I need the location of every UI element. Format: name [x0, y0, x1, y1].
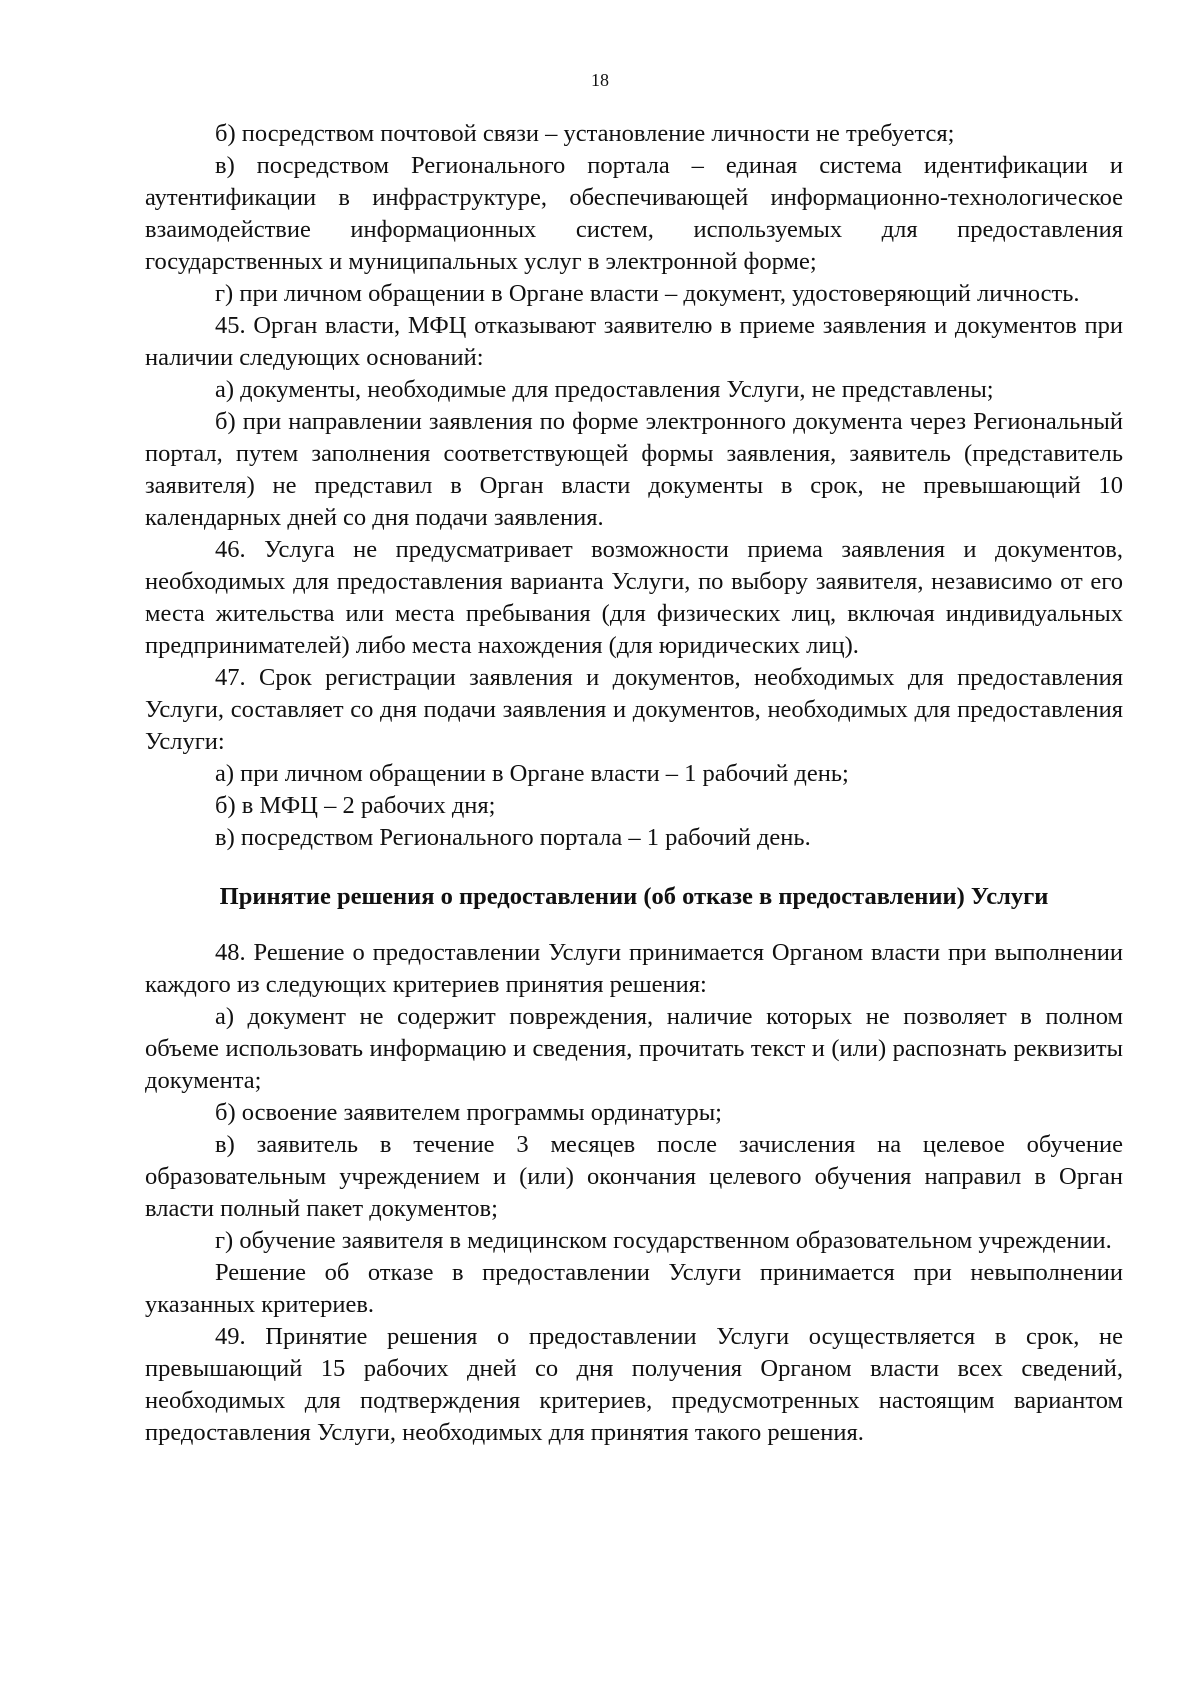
paragraph: а) документ не содержит повреждения, наличие которых не позволяет в полном объеме использовать информацию и сведения, прочитать текст и (или) распознать реквизиты документа; [145, 1003, 1123, 1094]
paragraph: б) при направлении заявления по форме электронного документа через Региональный портал, путем заполнения соответствующей формы заявления, заявитель (представитель заявителя) не представил в Орган власти документы в срок, не превышающий 10 календарных дней со дня подачи заявления. [145, 408, 1123, 531]
paragraph: в) посредством Регионального портала – 1 рабочий день. [215, 824, 811, 851]
paragraph: а) документы, необходимые для предоставления Услуги, не представлены; [215, 376, 994, 403]
paragraph: г) при личном обращении в Органе власти – документ, удостоверяющий личность. [215, 280, 1080, 307]
page-number: 18 [591, 70, 609, 90]
paragraph-item-45: 45. Орган власти, МФЦ отказывают заявителю в приеме заявления и документов при наличии следующих оснований: [145, 312, 1123, 371]
paragraph: Решение об отказе в предоставлении Услуги принимается при невыполнении указанных критериев. [145, 1259, 1123, 1318]
paragraph: г) обучение заявителя в медицинском государственном образовательном учреждении. [215, 1227, 1112, 1254]
paragraph: б) в МФЦ – 2 рабочих дня; [215, 792, 496, 819]
paragraph-item-49: 49. Принятие решения о предоставлении Услуги осуществляется в срок, не превышающий 15 рабочих дней со дня получения Органом власти всех сведений, необходимых для подтверждения критериев, предусмотренных настоящим вариантом предоставления Услуги, необходимых для принятия такого решения. [145, 1323, 1123, 1446]
paragraph: б) освоение заявителем программы ординатуры; [215, 1099, 722, 1126]
section-heading: Принятие решения о предоставлении (об отказе в предоставлении) Услуги [219, 883, 1049, 910]
paragraph-item-48: 48. Решение о предоставлении Услуги принимается Органом власти при выполнении каждого из следующих критериев принятия решения: [145, 939, 1123, 998]
paragraph-item-46: 46. Услуга не предусматривает возможности приема заявления и документов, необходимых для предоставления варианта Услуги, по выбору заявителя, независимо от его места жительства или места пребывания (для физических лиц, включая индивидуальных предпринимателей) либо места нахождения (для юридических лиц). [145, 536, 1123, 659]
paragraph: в) посредством Регионального портала – единая система идентификации и аутентификации в инфраструктуре, обеспечивающей информационно-технологическое взаимодействие информационных систем, используемых для предоставления государственных и муниципальных услуг в электронной форме; [145, 152, 1123, 275]
document-body [145, 118, 1123, 1449]
paragraph: а) при личном обращении в Органе власти – 1 рабочий день; [215, 760, 849, 787]
paragraph: б) посредством почтовой связи – установление личности не требуется; [215, 120, 955, 147]
paragraph: в) заявитель в течение 3 месяцев после зачисления на целевое обучение образовательным учреждением и (или) окончания целевого обучения направил в Орган власти полный пакет документов; [145, 1131, 1123, 1222]
paragraph-item-47: 47. Срок регистрации заявления и документов, необходимых для предоставления Услуги, составляет со дня подачи заявления и документов, необходимых для предоставления Услуги: [145, 664, 1123, 755]
